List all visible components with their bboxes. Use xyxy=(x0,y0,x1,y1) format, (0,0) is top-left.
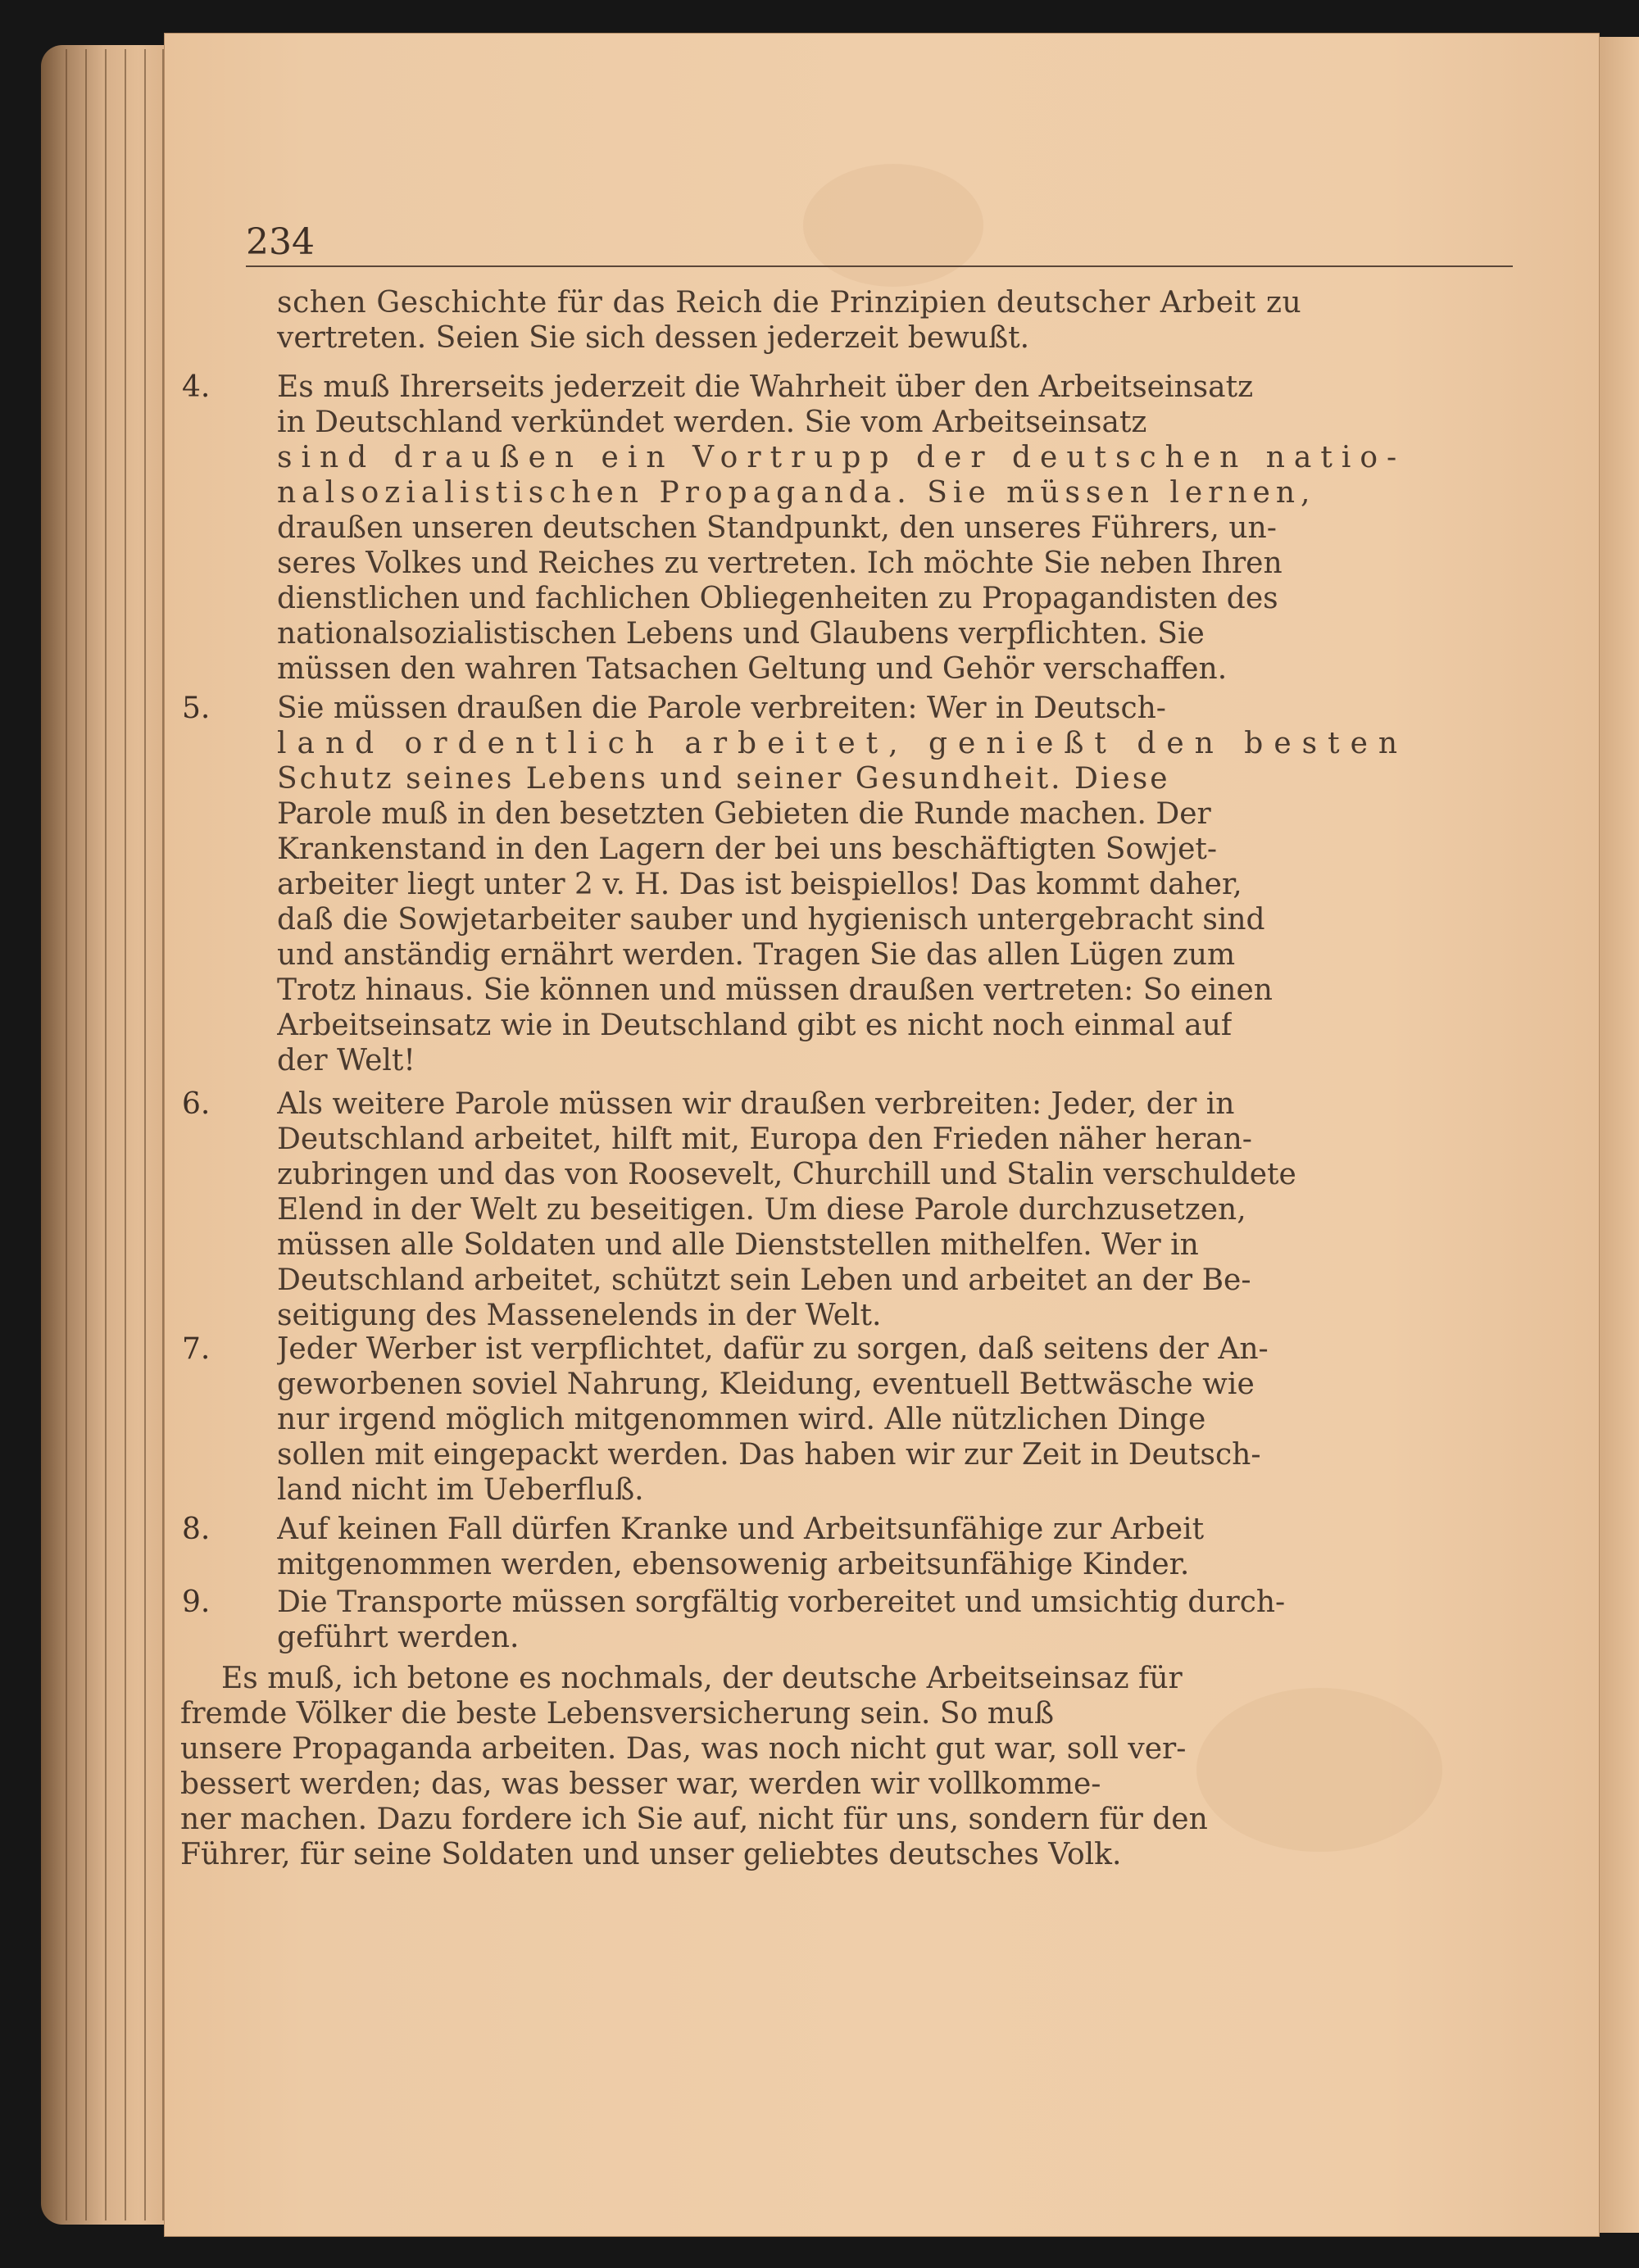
list-number: 9. xyxy=(182,1585,211,1619)
text-line: schen Geschichte für das Reich die Prinzipien deutscher Arbeit zu xyxy=(277,286,1302,320)
text-line: dienstlichen und fachlichen Obliegenheiten zu Propagandisten des xyxy=(277,582,1278,615)
text-line: Deutschland arbeitet, hilft mit, Europa den Frieden näher heran- xyxy=(277,1123,1252,1156)
text-line: müssen alle Soldaten und alle Dienststellen mithelfen. Wer in xyxy=(277,1228,1199,1262)
text-line: zubringen und das von Roosevelt, Churchill und Stalin verschuldete xyxy=(277,1158,1296,1191)
page-edge xyxy=(66,49,67,2220)
text-line: nur irgend möglich mitgenommen wird. Alle nützlichen Dinge xyxy=(277,1403,1206,1436)
text-line: vertreten. Seien Sie sich dessen jederzeit bewußt. xyxy=(277,321,1030,355)
text-line: Auf keinen Fall dürfen Kranke und Arbeitsunfähige zur Arbeit xyxy=(277,1513,1205,1546)
text-line: nationalsozialistischen Lebens und Glaubens verpflichten. Sie xyxy=(277,617,1205,651)
text-line: land ordentlich arbeitet, genießt den besten xyxy=(277,727,1409,760)
text-line: der Welt! xyxy=(277,1044,415,1077)
text-line: daß die Sowjetarbeiter sauber und hygienisch untergebracht sind xyxy=(277,903,1265,937)
text-line: Es muß, ich betone es nochmals, der deutsche Arbeitseinsaz für xyxy=(221,1662,1183,1695)
paper-stain xyxy=(1196,1688,1442,1852)
text-line: Sie müssen draußen die Parole verbreiten: Wer in Deutsch- xyxy=(277,692,1166,725)
text-line: mitgenommen werden, ebensowenig arbeitsunfähige Kinder. xyxy=(277,1548,1190,1581)
page-number: 234 xyxy=(246,221,315,263)
page-edge xyxy=(144,49,146,2220)
text-line: land nicht im Ueberfluß. xyxy=(277,1473,644,1507)
text-line: seres Volkes und Reiches zu vertreten. Ich möchte Sie neben Ihren xyxy=(277,547,1283,580)
text-line: arbeiter liegt unter 2 v. H. Das ist beispiellos! Das kommt daher, xyxy=(277,868,1242,901)
text-line: draußen unseren deutschen Standpunkt, den unseres Führers, un- xyxy=(277,511,1277,545)
text-line: Deutschland arbeitet, schützt sein Leben und arbeitet an der Be- xyxy=(277,1263,1251,1297)
text-line: und anständig ernährt werden. Tragen Sie das allen Lügen zum xyxy=(277,938,1236,972)
text-line: Es muß Ihrerseits jederzeit die Wahrheit über den Arbeitseinsatz xyxy=(277,370,1254,404)
page-edge xyxy=(105,49,107,2220)
list-number: 8. xyxy=(182,1513,211,1546)
text-line: fremde Völker die beste Lebensversicherung sein. So muß xyxy=(180,1697,1055,1730)
text-line: ner machen. Dazu fordere ich Sie auf, nicht für uns, sondern für den xyxy=(180,1803,1208,1836)
header-rule xyxy=(246,265,1513,267)
text-line: müssen den wahren Tatsachen Geltung und Gehör verschaffen. xyxy=(277,652,1228,686)
text-line: Krankenstand in den Lagern der bei uns beschäftigten Sowjet- xyxy=(277,832,1218,866)
text-line: Trotz hinaus. Sie können und müssen draußen vertreten: So einen xyxy=(277,973,1273,1007)
text-line: Jeder Werber ist verpflichtet, dafür zu sorgen, daß seitens der An- xyxy=(277,1332,1269,1366)
text-line: Parole muß in den besetzten Gebieten die Runde machen. Der xyxy=(277,797,1211,831)
text-line: sind draußen ein Vortrupp der deutschen natio- xyxy=(277,441,1406,474)
list-number: 6. xyxy=(182,1087,211,1121)
text-line: unsere Propaganda arbeiten. Das, was noch nicht gut war, soll ver- xyxy=(180,1732,1187,1766)
text-line: Als weitere Parole müssen wir draußen verbreiten: Jeder, der in xyxy=(277,1087,1235,1121)
text-line: Die Transporte müssen sorgfältig vorbereitet und umsichtig durch- xyxy=(277,1585,1286,1619)
text-line: geführt werden. xyxy=(277,1621,520,1654)
text-line: Führer, für seine Soldaten und unser geliebtes deutsches Volk. xyxy=(180,1838,1122,1871)
text-line: Arbeitseinsatz wie in Deutschland gibt es nicht noch einmal auf xyxy=(277,1009,1233,1042)
text-line: sollen mit eingepackt werden. Das haben wir zur Zeit in Deutsch- xyxy=(277,1438,1261,1472)
text-line: geworbenen soviel Nahrung, Kleidung, eventuell Bettwäsche wie xyxy=(277,1368,1255,1401)
text-line: nalsozialistischen Propaganda. Sie müssen lernen, xyxy=(277,476,1316,510)
list-number: 7. xyxy=(182,1332,211,1366)
text-line: bessert werden; das, was besser war, werden wir vollkomme- xyxy=(180,1767,1101,1801)
text-line: Elend in der Welt zu beseitigen. Um diese Parole durchzusetzen, xyxy=(277,1193,1246,1227)
page-edge xyxy=(125,49,126,2220)
text-line: in Deutschland verkündet werden. Sie vom Arbeitseinsatz xyxy=(277,406,1147,439)
book-page-stack xyxy=(41,45,180,2225)
page-header xyxy=(246,220,1513,269)
text-line: Schutz seines Lebens und seiner Gesundheit. Diese xyxy=(277,762,1170,796)
list-number: 4. xyxy=(182,370,211,404)
page-edge xyxy=(85,49,87,2220)
text-line: seitigung des Massenelends in der Welt. xyxy=(277,1299,882,1332)
list-number: 5. xyxy=(182,692,211,725)
